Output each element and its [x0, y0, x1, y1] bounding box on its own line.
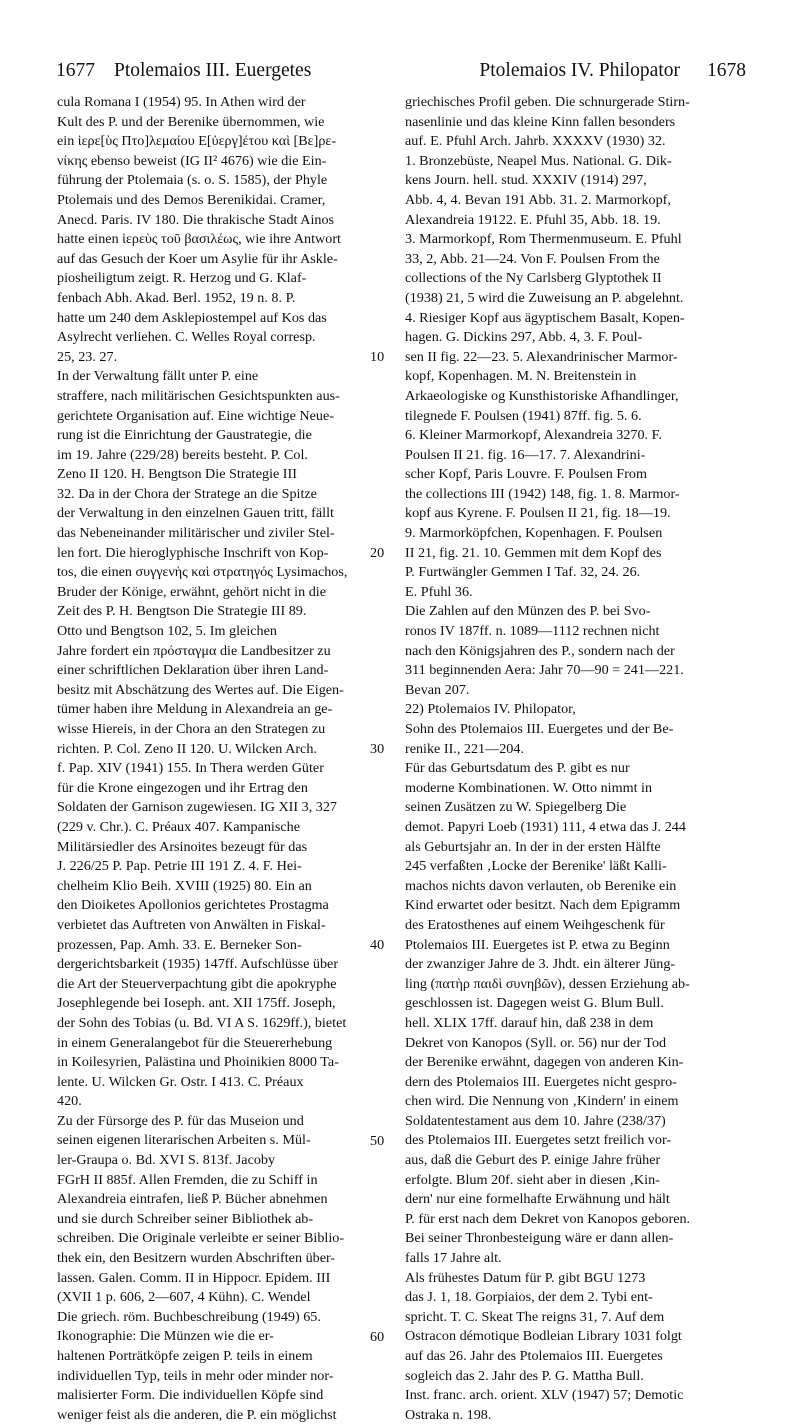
text-line: collections of the Ny Carlsberg Glyptothek II [405, 270, 662, 287]
text-line: kens Journ. hell. stud. XXXIV (1914) 297, [405, 172, 647, 189]
text-line: dern des Ptolemaios III. Euergetes nicht gespro- [405, 1073, 677, 1090]
text-line: Ostracon démotique Bodleian Library 1031 folgt [405, 1328, 682, 1345]
text-line: auf. E. Pfuhl Arch. Jahrb. XXXXV (1930) 32. [405, 133, 666, 150]
text-line: prozessen, Pap. Amh. 33. E. Berneker Son- [57, 936, 302, 953]
text-line: ein ἱερε[ὺς Πτο]λεμαίου Ε[ὐεργ]έτου καὶ [Βε]ρε- [57, 133, 337, 150]
left-running-title: Ptolemaios III. Euergetes [114, 60, 312, 81]
text-line: für die Krone eingezogen und ihr Ertrag den [57, 779, 308, 796]
text-line: wisse Hiereis, in der Chora an den Strategen zu [57, 721, 326, 737]
text-line: haltenen Porträtköpfe zeigen P. teils in einem [57, 1348, 313, 1364]
text-line: P. für erst nach dem Dekret von Kanopos geboren. [405, 1210, 691, 1227]
text-line: Bruder der Könige, erwähnt, gehört nicht in die [57, 583, 326, 600]
page-header [56, 58, 746, 84]
text-line: 25, 23. 27. [57, 348, 118, 365]
text-line: schreiben. Die Originale verleibte er seiner Biblio- [57, 1230, 345, 1247]
text-line: ling (πατὴρ παιδὶ συνηβῶν), dessen Erziehung ab- [405, 975, 690, 992]
text-line: den Dioiketes Apollonios gerichtetes Prostagma [57, 897, 329, 914]
text-line: 9. Marmorköpfchen, Kopenhagen. F. Poulsen [405, 525, 663, 542]
text-line: 420. [57, 1093, 82, 1110]
text-line: renike II., 221—204. [405, 740, 524, 757]
text-line: der Sohn des Tobias (u. Bd. VI A S. 1629ff.), bietet [57, 1014, 347, 1031]
text-line: Kind erwartet oder besitzt. Nach dem Epigramm [405, 897, 681, 914]
text-line: 245 verfaßten ‚Locke der Berenike' läßt Kalli- [405, 858, 667, 875]
text-line: Josephlegende bei Ioseph. ant. XII 175ff. Joseph, [57, 995, 336, 1012]
text-line: demot. Papyri Loeb (1931) 111, 4 etwa das J. 244 [405, 818, 686, 835]
text-line: weniger feist als die anderen, die P. ein möglichst [57, 1406, 337, 1423]
text-line: lassen. Galen. Comm. II in Hippocr. Epidem. III [57, 1269, 331, 1286]
text-line: thek ein, den Besitzern wurden Abschriften über- [57, 1250, 336, 1267]
text-line: griechisches Profil geben. Die schnurgerade Stirn- [405, 94, 690, 110]
text-line: Kult des P. und der Berenike übernommen, wie [57, 113, 325, 130]
text-line: moderne Kombinationen. W. Otto nimmt in [405, 779, 653, 796]
text-line: 1. Bronzebüste, Neapel Mus. National. G. Dik- [405, 152, 672, 169]
text-line: 22) Ptolemaios IV. Philopator, [405, 701, 576, 718]
text-line: Als frühestes Datum für P. gibt BGU 1273 [405, 1269, 646, 1286]
text-line: als Geburtsjahr an. In der in der ersten Hälfte [405, 838, 661, 855]
text-line: das J. 1, 18. Gorpiaios, der dem 2. Tybi ent- [405, 1289, 653, 1306]
left-column [57, 93, 379, 1425]
text-line: II 21, fig. 21. 10. Gemmen mit dem Kopf des [405, 544, 662, 561]
text-line: hagen. G. Dickins 297, Abb. 4, 3. F. Poul- [405, 329, 643, 346]
text-line: führung der Ptolemaia (s. o. S. 1585), der Phyle [57, 172, 328, 189]
text-line: Soldatentestament aus dem 10. Jahre (238/37) [405, 1112, 666, 1129]
text-line: chelheim Klio Beih. XVIII (1925) 80. Ein an [57, 877, 312, 894]
right-column [405, 93, 745, 1425]
text-line: Asylrecht verliehen. C. Welles Royal corresp. [57, 329, 316, 346]
text-line: Militärsiedler des Arsinoites bezeugt für das [57, 838, 308, 855]
text-line: Soldaten der Garnison zugewiesen. IG XII 3, 327 [57, 799, 337, 816]
text-line: Zeit des P. H. Bengtson Die Strategie III 89. [57, 603, 307, 620]
text-line: auf das Gesuch der Koer um Asylie für ihr Askle- [57, 250, 338, 267]
text-line: geschlossen ist. Dagegen weist G. Blum Bull. [405, 995, 664, 1012]
text-line: der Berenike erwähnt, dagegen von anderen Kin- [405, 1054, 684, 1071]
text-line: piosheiligtum zeigt. R. Herzog und G. Klaf- [57, 270, 307, 287]
text-line: im 19. Jahre (229/28) bereits besteht. P. Col. [57, 446, 308, 463]
line-number: 50 [370, 1132, 406, 1152]
text-line: Otto und Bengtson 102, 5. Im gleichen [57, 623, 277, 640]
text-line: sogleich das 2. Jahr des P. G. Mattha Bull. [405, 1367, 644, 1384]
text-line: Inst. franc. arch. orient. XLV (1947) 57; Demotic [405, 1387, 684, 1404]
text-line: dergerichtsbarkeit (1935) 147ff. Aufschlüsse über [57, 956, 339, 973]
right-page-number: 1678 [707, 60, 746, 81]
text-line: Alexandreia eintrafen, ließ P. Bücher abnehmen [57, 1191, 328, 1208]
text-line: Zeno II 120. H. Bengtson Die Strategie III [57, 466, 297, 483]
text-line: Die Zahlen auf den Münzen des P. bei Svo- [405, 603, 651, 620]
text-line: In der Verwaltung fällt unter P. eine [57, 368, 259, 385]
text-line: seinen eigenen literarischen Arbeiten s. Mül- [57, 1132, 311, 1149]
text-line: erfolgte. Blum 20f. sieht aber in diesen ‚Kin- [405, 1171, 660, 1188]
text-line: gerichtete Organisation auf. Eine wichtige Neue- [57, 407, 334, 424]
text-line: Alexandreia 19122. E. Pfuhl 35, Abb. 18. 19. [405, 211, 661, 228]
text-line: P. Furtwängler Gemmen I Taf. 32, 24. 26. [405, 564, 641, 581]
text-line: lente. U. Wilcken Gr. Ostr. I 413. C. Préaux [57, 1073, 304, 1090]
text-line: straffere, nach militärischen Gesichtspunkten aus- [57, 387, 340, 404]
text-line: aus, daß die Geburt des P. einige Jahre früher [405, 1152, 661, 1169]
text-line: Abb. 4, 4. Bevan 191 Abb. 31. 2. Marmorkopf, [405, 191, 671, 208]
text-line: seinen Zusätzen zu W. Spiegelberg Die [405, 799, 627, 816]
text-line: verbietet das Auftreten von Anwälten in Fiskal- [57, 916, 326, 933]
text-line: Die griech. röm. Buchbeschreibung (1949) 65. [57, 1308, 321, 1325]
text-line: 32. Da in der Chora der Stratege an die Spitze [57, 485, 317, 502]
text-line: (1938) 21, 5 wird die Zuweisung an P. abgelehnt. [405, 289, 684, 306]
text-line: Für das Geburtsdatum des P. gibt es nur [405, 760, 630, 777]
text-line: kopf, Kopenhagen. M. N. Breitenstein in [405, 368, 637, 385]
line-number: 10 [370, 348, 406, 368]
line-number: 40 [370, 936, 406, 956]
text-line: Poulsen II 21. fig. 16—17. 7. Alexandrini- [405, 446, 646, 463]
text-line: (XVII 1 p. 606, 2—607, 4 Kühn). C. Wendel [57, 1289, 311, 1306]
text-line: Ptolemaios III. Euergetes ist P. etwa zu Beginn [405, 936, 670, 953]
text-line: tilegnede F. Poulsen (1941) 87ff. fig. 5. 6. [405, 407, 642, 424]
text-line: individuellen Typ, teils in mehr oder minder nor- [57, 1367, 334, 1384]
text-line: und sie durch Schreiber seiner Bibliothek ab- [57, 1210, 314, 1227]
text-line: f. Pap. XIV (1941) 155. In Thera werden Güter [57, 760, 324, 777]
text-line: malisierter Form. Die individuellen Köpfe sind [57, 1387, 324, 1404]
text-line: scher Kopf, Paris Louvre. F. Poulsen From [405, 466, 647, 483]
text-line: Zu der Fürsorge des P. für das Museion und [57, 1112, 304, 1129]
text-line: dern' nur eine formelhafte Erwähnung und hält [405, 1191, 670, 1208]
text-line: chen wird. Die Nennung von ‚Kindern' in einem [405, 1093, 679, 1110]
text-line: des Ptolemaios III. Euergetes setzt freilich vor- [405, 1132, 672, 1149]
line-number: 30 [370, 740, 406, 760]
text-line: hatte um 240 dem Asklepiostempel auf Kos das [57, 309, 327, 326]
text-line: 4. Riesiger Kopf aus ägyptischem Basalt, Kopen- [405, 309, 685, 326]
text-line: 3. Marmorkopf, Rom Thermenmuseum. E. Pfuhl [405, 231, 682, 248]
text-line: ronos IV 187ff. n. 1089—1112 rechnen nicht [405, 623, 660, 640]
text-line: kopf aus Kyrene. F. Poulsen II 21, fig. 18—19. [405, 505, 671, 522]
text-line: Bevan 207. [405, 681, 470, 698]
text-line: spricht. T. C. Skeat The reigns 31, 7. Auf dem [405, 1308, 665, 1325]
text-line: das Nebeneinander militärischer und ziviler Stel- [57, 525, 335, 542]
text-line: cula Romana I (1954) 95. In Athen wird der [57, 94, 306, 110]
text-line: rung ist die Einrichtung der Gaustrategie, die [57, 427, 312, 444]
text-line: 311 beginnenden Aera: Jahr 70—90 = 241—221. [405, 662, 684, 679]
text-line: Ostraka n. 198. [405, 1406, 492, 1423]
text-line: the collections III (1942) 148, fig. 1. 8. Marmor- [405, 485, 680, 502]
text-line: in einem Generalangebot für die Steuererhebung [57, 1034, 333, 1051]
text-line: falls 17 Jahre alt. [405, 1250, 502, 1267]
text-line: Arkaeologiske og Kunsthistoriske Afhandlinger, [405, 387, 679, 404]
text-line: der Verwaltung in den einzelnen Gauen tritt, fällt [57, 505, 334, 522]
text-line: Jahre fordert ein πρόσταγμα die Landbesitzer zu [57, 642, 331, 659]
left-page-number: 1677 [56, 60, 95, 81]
text-line: J. 226/25 P. Pap. Petrie III 191 Z. 4. F. Hei- [57, 858, 302, 875]
text-line: Ptolemais und des Demos Berenikidai. Cramer, [57, 191, 326, 208]
text-line: FGrH II 885f. Allen Fremden, die zu Schiff in [57, 1171, 318, 1188]
line-number: 60 [370, 1328, 406, 1348]
text-line: Dekret von Kanopos (Syll. or. 56) nur der Tod [405, 1034, 667, 1051]
text-line: auf das 26. Jahr des Ptolemaios III. Euergetes [405, 1348, 663, 1364]
text-line: nasenlinie und das kleine Kinn fallen besonders [405, 113, 676, 130]
right-running-title: Ptolemaios IV. Philopator [479, 60, 680, 81]
text-line: fenbach Abh. Akad. Berl. 1952, 19 n. 8. P. [57, 289, 296, 306]
text-line: νίκης ebenso beweist (IG II² 4676) wie die Ein- [57, 152, 327, 169]
text-line: machos nichts davon verlauten, ob Berenike ein [405, 877, 677, 894]
text-line: der zwanziger Jahre de 3. Jhdt. ein älterer Jüng- [405, 956, 676, 973]
text-line: ler-Graupa o. Bd. XVI S. 813f. Jacoby [57, 1152, 276, 1169]
text-line: einer schriftlichen Deklaration über ihren Land- [57, 662, 329, 679]
text-line: richten. P. Col. Zeno II 120. U. Wilcken Arch. [57, 740, 317, 757]
text-line: 33, 2, Abb. 21—24. Von F. Poulsen From the [405, 250, 660, 267]
text-line: tos, die einen συγγενὴς καὶ στρατηγός Lysimachos, [57, 564, 348, 581]
text-line: Bei seiner Thronbesteigung wäre er dann allen- [405, 1230, 674, 1247]
text-line: hatte einen ἱερεὺς τοῦ βασιλέως, wie ihre Antwort [57, 231, 341, 248]
text-line: 6. Kleiner Marmorkopf, Alexandreia 3270. F. [405, 427, 662, 444]
text-line: des Eratosthenes auf einem Weihgeschenk für [405, 916, 665, 933]
text-line: in Koilesyrien, Palästina und Phoinikien 8000 Ta- [57, 1054, 339, 1071]
text-line: besitz mit Abschätzung des Wertes auf. Die Eigen- [57, 681, 344, 698]
text-line: die Art der Steuerverpachtung gibt die apokryphe [57, 975, 337, 992]
text-line: Ikonographie: Die Münzen wie die er- [57, 1328, 274, 1345]
text-line: tümer haben ihre Meldung in Alexandreia an ge- [57, 701, 333, 718]
text-line: nach den Königsjahren des P., sondern nach der [405, 642, 675, 659]
text-line: Sohn des Ptolemaios III. Euergetes und der Be- [405, 721, 674, 737]
text-line: hell. XLIX 17ff. darauf hin, daß 238 in dem [405, 1014, 654, 1031]
text-line: len fort. Die hieroglyphische Inschrift von Kop- [57, 544, 329, 561]
text-line: E. Pfuhl 36. [405, 583, 473, 600]
text-line: sen II fig. 22—23. 5. Alexandrinischer Marmor- [405, 348, 678, 365]
text-line: Anecd. Paris. IV 180. Die thrakische Stadt Ainos [57, 211, 335, 228]
line-number: 20 [370, 544, 406, 564]
text-line: (229 v. Chr.). C. Préaux 407. Kampanische [57, 818, 300, 835]
